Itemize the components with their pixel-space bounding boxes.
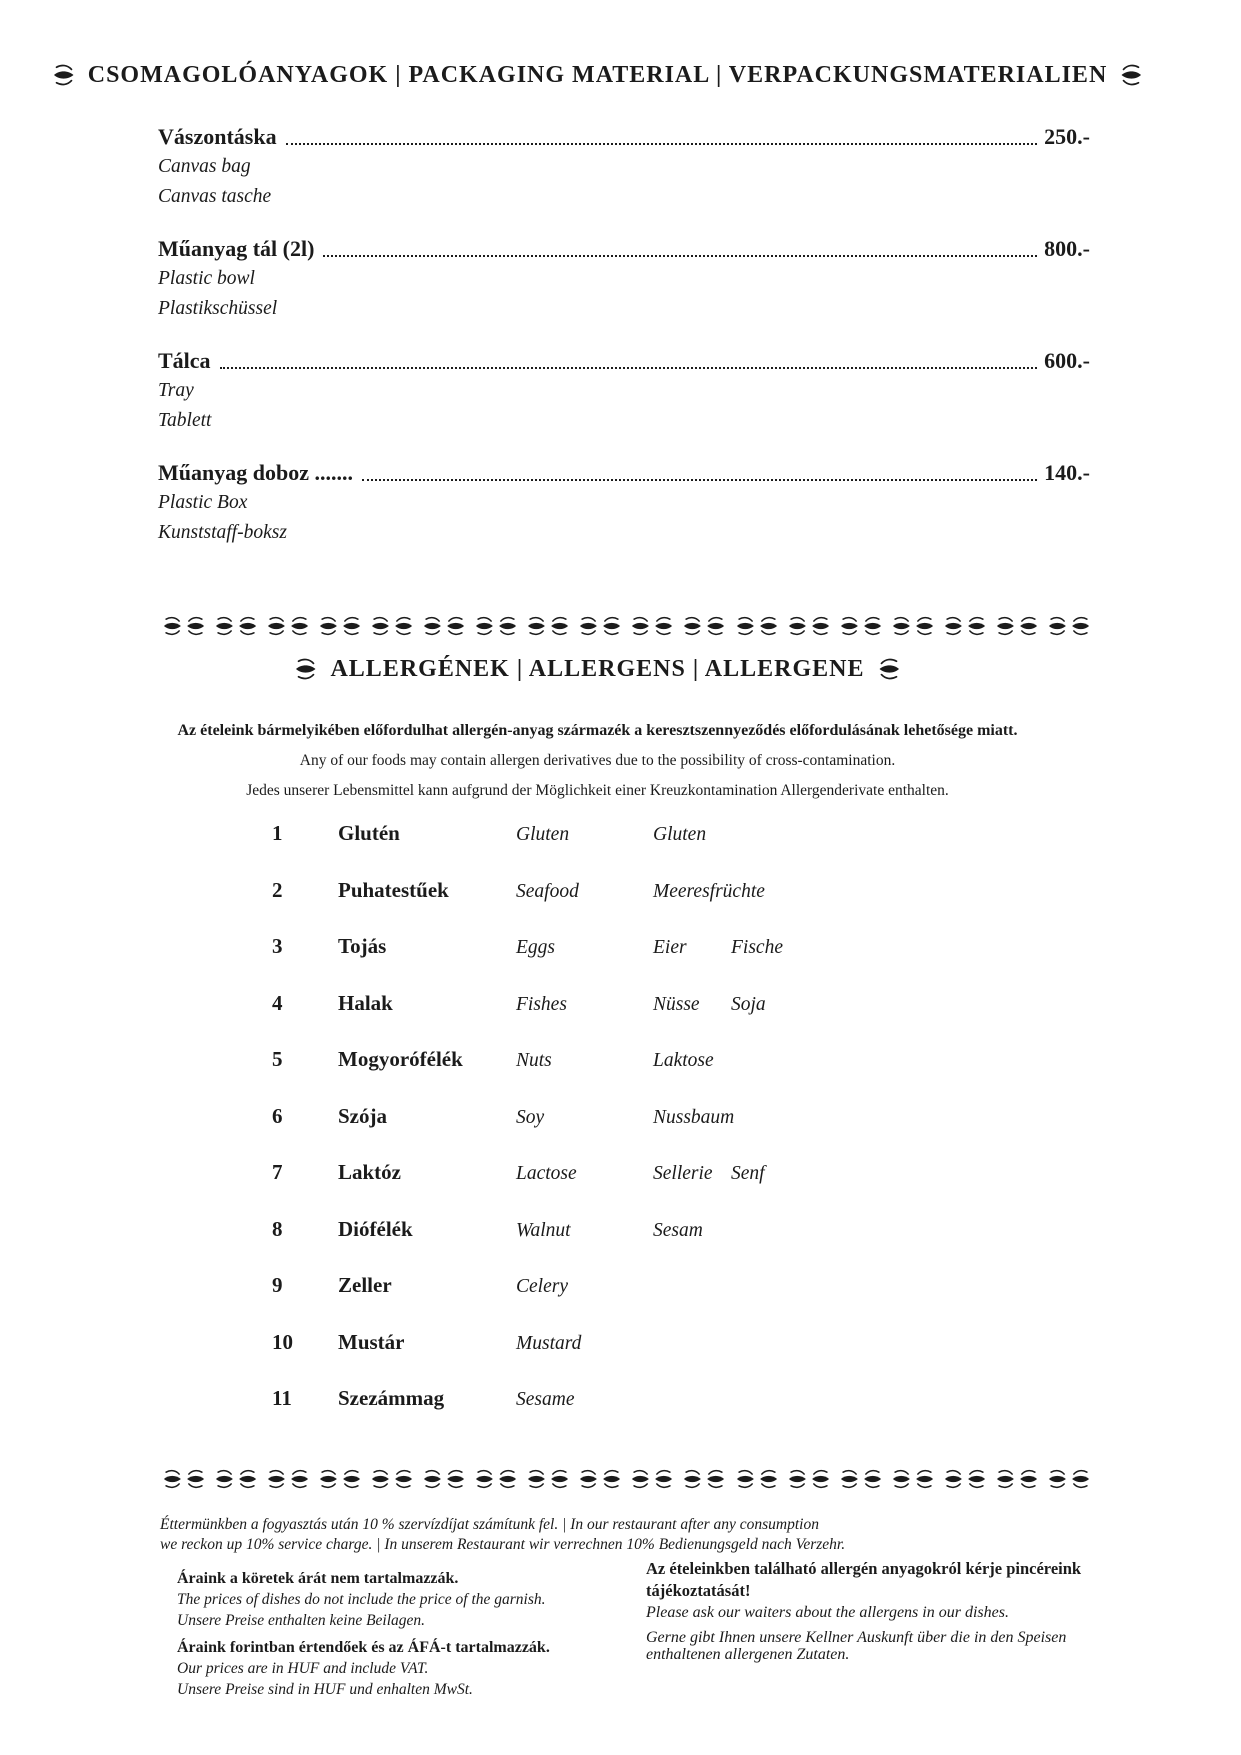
allergen-en: Lactose [516, 1163, 577, 1184]
allergen-number: 8 [272, 1216, 283, 1241]
item-price: 140.- [1044, 460, 1090, 485]
allergen-info-note-hu: Az ételeinkben található allergén anyagokról kérje pincéreink tájékoztatását! [646, 1558, 1082, 1600]
item-price: 600.- [1044, 348, 1090, 373]
allergen-en: Mustard [516, 1332, 582, 1354]
packaging-item [105, 458, 1090, 547]
item-price-line [105, 234, 1090, 264]
allergen-hu: Puhatestűek [338, 877, 449, 902]
footer-right-column [646, 1558, 1090, 1700]
fleuron-icon [475, 615, 517, 637]
fleuron-right-icon [877, 658, 901, 680]
table-row [105, 934, 1090, 991]
fleuron-icon [215, 615, 257, 637]
fleuron-icon [579, 615, 621, 637]
allergen-number: 6 [272, 1103, 283, 1128]
menu-content [87, 0, 1108, 1700]
dotted-leader [362, 479, 1037, 481]
divider-ornament-row [163, 1467, 1090, 1491]
allergen-en: Soy [516, 1106, 545, 1128]
fleuron-icon [319, 615, 361, 637]
allergen-en: Walnut [516, 1219, 571, 1241]
allergen-de: Laktose [653, 1050, 714, 1071]
fleuron-icon [371, 1468, 413, 1490]
footer-columns [105, 1558, 1090, 1700]
allergen-number: 10 [272, 1329, 293, 1354]
item-translation-de: Canvas tasche [158, 185, 272, 207]
packaging-item-list [105, 122, 1090, 547]
allergen-hu: Halak [338, 990, 393, 1015]
table-row [105, 821, 1090, 878]
item-translation-de: Tablett [158, 409, 212, 431]
allergen-info-note-en: Please ask our waiters about the allergens in our dishes. [646, 1603, 1009, 1621]
allergen-hu: Mogyorófélék [338, 1047, 463, 1071]
fleuron-icon [579, 1468, 621, 1490]
allergen-en: Nuts [516, 1050, 552, 1071]
fleuron-icon [788, 615, 830, 637]
packaging-title-text: CSOMAGOLÓANYAGOK | PACKAGING MATERIAL | VERPACKUNGSMATERIALIEN [87, 61, 1108, 88]
item-translation-en: Tray [158, 380, 194, 401]
allergen-info-note-de: Gerne gibt Ihnen unsere Kellner Auskunft über die in den Speisen enthaltenen allergenen Zutaten. [646, 1628, 1067, 1663]
allergen-number: 9 [272, 1273, 283, 1297]
allergens-intro-en: Any of our foods may contain allergen derivatives due to the possibility of cross-contamination. [299, 752, 896, 769]
table-row [105, 1217, 1090, 1274]
dotted-leader [220, 367, 1038, 369]
item-price-line [105, 122, 1090, 152]
item-translation-en: Canvas bag [158, 156, 251, 177]
allergen-hu: Szezámmag [338, 1386, 445, 1410]
item-translation-en: Plastic bowl [158, 268, 255, 289]
fleuron-icon [840, 1468, 882, 1490]
allergen-en: Eggs [516, 937, 555, 958]
allergen-table [105, 821, 1090, 1443]
service-charge-note [160, 1515, 1090, 1556]
fleuron-icon [736, 615, 778, 637]
allergen-hu: Mustár [338, 1329, 405, 1354]
allergen-de: Eier [653, 937, 687, 958]
allergen-number: 4 [272, 990, 283, 1015]
allergen-hu: Diófélék [338, 1216, 413, 1241]
fleuron-icon [423, 1468, 465, 1490]
allergens-title-text: ALLERGÉNEK | ALLERGENS | ALLERGENE [330, 655, 865, 682]
table-row [105, 1386, 1090, 1443]
allergen-de2: Senf [731, 1163, 765, 1184]
item-price: 250.- [1044, 124, 1090, 149]
table-row [105, 1273, 1090, 1330]
fleuron-icon [736, 1468, 778, 1490]
allergens-intro [105, 716, 1090, 806]
allergen-number: 2 [272, 877, 283, 902]
vat-note-en: Our prices are in HUF and include VAT. [177, 1659, 429, 1677]
garnish-note-de: Unsere Preise enthalten keine Beilagen. [177, 1611, 426, 1629]
fleuron-icon [267, 615, 309, 637]
fleuron-icon [527, 615, 569, 637]
fleuron-icon [944, 615, 986, 637]
allergen-number: 11 [272, 1386, 292, 1410]
fleuron-icon [215, 1468, 257, 1490]
fleuron-icon [892, 1468, 934, 1490]
table-row [105, 878, 1090, 935]
item-price: 800.- [1044, 236, 1090, 261]
table-row [105, 1330, 1090, 1387]
allergen-de2: Fische [731, 937, 783, 958]
allergen-number: 7 [272, 1160, 283, 1184]
dotted-leader [323, 255, 1037, 257]
item-name: Tálca [158, 348, 211, 373]
fleuron-icon [319, 1468, 361, 1490]
item-name: Műanyag doboz ....... [158, 460, 353, 485]
fleuron-icon [996, 1468, 1038, 1490]
allergen-number: 1 [272, 821, 283, 845]
fleuron-icon [163, 615, 205, 637]
fleuron-icon [475, 1468, 517, 1490]
allergen-hu: Zeller [338, 1273, 392, 1297]
fleuron-icon [788, 1468, 830, 1490]
fleuron-icon [163, 1468, 205, 1490]
garnish-note-hu: Áraink a köretek árát nem tartalmazzák. [177, 1569, 459, 1587]
footer-left-column [177, 1568, 621, 1700]
allergens-section-title [105, 654, 1090, 684]
fleuron-icon [683, 1468, 725, 1490]
allergen-hu: Szója [338, 1103, 387, 1128]
allergens-intro-hu: Az ételeink bármelyikében előfordulhat allergén-anyag származék a keresztszennyeződés előfordulásának lehetősége miatt. [177, 722, 1018, 739]
table-row [105, 1047, 1090, 1104]
item-name: Műanyag tál (2l) [158, 236, 315, 261]
allergen-de2: Soja [731, 993, 766, 1015]
allergen-en: Sesame [516, 1389, 575, 1410]
item-name: Vászontáska [158, 124, 277, 149]
fleuron-icon [944, 1468, 986, 1490]
fleuron-icon [683, 615, 725, 637]
fleuron-icon [1048, 615, 1090, 637]
divider-ornament-row [163, 614, 1090, 638]
table-row [105, 1160, 1090, 1217]
item-translation-en: Plastic Box [158, 492, 248, 513]
item-price-line [105, 458, 1090, 488]
allergen-en: Seafood [516, 880, 579, 902]
fleuron-right-icon [1119, 64, 1143, 86]
dotted-leader [286, 143, 1038, 145]
fleuron-icon [267, 1468, 309, 1490]
allergen-de: Nussbaum [653, 1106, 735, 1128]
packaging-section-title [87, 60, 1108, 90]
table-row [105, 991, 1090, 1048]
fleuron-icon [996, 615, 1038, 637]
item-translation-de: Plastikschüssel [158, 297, 278, 319]
allergen-de: Sesam [653, 1219, 703, 1241]
fleuron-icon [527, 1468, 569, 1490]
allergen-en: Fishes [516, 993, 567, 1015]
fleuron-icon [423, 615, 465, 637]
service-charge-line1: Éttermünkben a fogyasztás után 10 % szervízdíjat számítunk fel. | In our restaurant after any consumption [160, 1515, 819, 1533]
allergen-number: 5 [272, 1047, 283, 1071]
packaging-item [105, 234, 1090, 323]
fleuron-icon [371, 615, 413, 637]
allergen-hu: Laktóz [338, 1160, 401, 1184]
item-price-line [105, 346, 1090, 376]
service-charge-line2: we reckon up 10% service charge. | In unserem Restaurant wir verrechnen 10% Bedienungsgeld nach Verzehr. [160, 1536, 846, 1553]
allergen-de: Meeresfrüchte [653, 880, 765, 902]
vat-note-hu: Áraink forintban értendőek és az ÁFÁ-t tartalmazzák. [177, 1638, 550, 1656]
allergen-de: Sellerie [653, 1163, 713, 1184]
packaging-item [105, 122, 1090, 211]
allergen-en: Celery [516, 1276, 568, 1297]
allergen-de: Gluten [653, 824, 707, 845]
fleuron-left-icon [52, 64, 76, 86]
fleuron-icon [631, 1468, 673, 1490]
fleuron-icon [892, 615, 934, 637]
packaging-item [105, 346, 1090, 435]
item-translation-de: Kunststaff-boksz [158, 521, 287, 543]
allergen-number: 3 [272, 934, 283, 958]
fleuron-icon [631, 615, 673, 637]
fleuron-left-icon [294, 658, 318, 680]
vat-note-de: Unsere Preise sind in HUF und enhalten MwSt. [177, 1680, 473, 1698]
allergen-en: Gluten [516, 824, 570, 845]
garnish-note-en: The prices of dishes do not include the price of the garnish. [177, 1590, 546, 1608]
allergen-hu: Glutén [338, 821, 400, 845]
allergen-hu: Tojás [338, 934, 387, 958]
fleuron-icon [840, 615, 882, 637]
table-row [105, 1104, 1090, 1161]
fleuron-icon [1048, 1468, 1090, 1490]
allergen-de: Nüsse [653, 993, 700, 1015]
allergens-intro-de: Jedes unserer Lebensmittel kann aufgrund der Möglichkeit einer Kreuzkontamination Allergenderivate enthalten. [246, 782, 949, 799]
